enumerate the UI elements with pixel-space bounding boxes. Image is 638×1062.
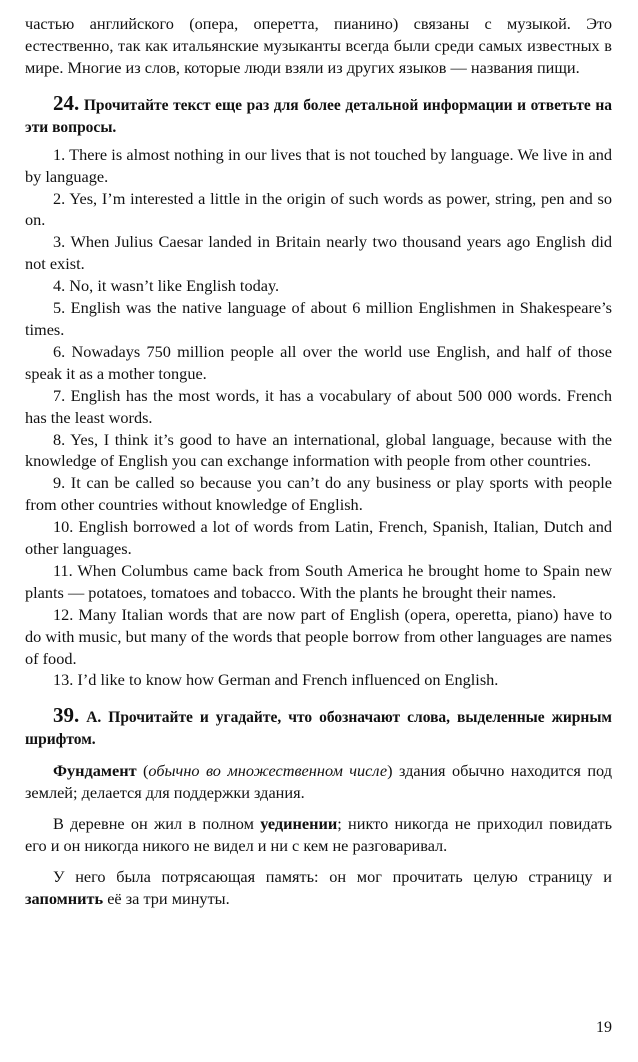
answer-item: 3. When Julius Caesar landed in Britain nearly two thousand years ago English did not exist. bbox=[25, 232, 612, 274]
task-39-number: 39. bbox=[53, 703, 80, 728]
answer-item: 1. There is almost nothing in our lives that is not touched by language. We live in and by language. bbox=[25, 144, 612, 186]
answer-item: 4. No, it wasn’t like English today. bbox=[53, 276, 280, 296]
answer-item: 12. Many Italian words that are now part of English (opera, operetta, piano) have to do with music, but many of the words that people borrow from other languages are names of food. bbox=[25, 604, 612, 668]
answer-item: 11. When Columbus came back from South America he brought home to Spain new plants — potatoes, tomatoes and tobacco. With the plants he brought their names. bbox=[25, 560, 612, 602]
italic-note: обычно во множественном числе bbox=[148, 761, 388, 781]
bold-term: Фундамент bbox=[53, 761, 137, 781]
definition-foundation: Фундамент (обычно во множественном числе) здания обычно находится под землей; делается для поддержки здания. bbox=[25, 761, 613, 803]
answer-item: 2. Yes, I’m interested a little in the origin of such words as power, string, pen and so on. bbox=[25, 188, 612, 230]
task-24-number: 24. bbox=[53, 90, 80, 115]
definition-memorize: У него была потрясающая память: он мог прочитать целую страницу и запомнить её за три минуты. bbox=[25, 867, 612, 908]
answer-item: 9. It can be called so because you can’t do any business or play sports with people from other countries without knowledge of English. bbox=[25, 473, 612, 515]
answer-item: 5. English was the native language of about 6 million Englishmen in Shakespeare’s times. bbox=[25, 298, 612, 339]
intro-paragraph: частью английского (опера, оперетта, пианино) связаны с музыкой. Это естественно, так как итальянские музыканты всегда были среди самых известных в мире. Многие из слов, которые люди взяли из других языков — названия пищи. bbox=[25, 14, 612, 77]
answer-item: 13. I’d like to know how German and French influenced on English. bbox=[53, 670, 499, 690]
task-39-heading bbox=[25, 704, 612, 751]
task-24-answers bbox=[25, 144, 612, 692]
answer-item: 6. Nowadays 750 million people all over the world use English, and half of those speak it as a mother tongue. bbox=[25, 341, 612, 383]
task-39-instruction: А. Прочитайте и угадайте, что обозначают слова, выделенные жирным шрифтом. bbox=[25, 709, 612, 749]
definition-solitude: В деревне он жил в полном уединении; никто никогда не приходил повидать его и он никогда никого не видел и ни с кем не разговаривал. bbox=[25, 814, 613, 856]
answer-item: 10. English borrowed a lot of words from Latin, French, Spanish, Italian, Dutch and other languages. bbox=[25, 517, 612, 559]
answer-item: 8. Yes, I think it’s good to have an international, global language, because with the knowledge of English you can exchange information with people from other countries. bbox=[25, 429, 612, 471]
task-24-heading bbox=[25, 92, 612, 139]
task-24-instruction: Прочитайте текст еще раз для более детальной информации и ответьте на эти вопросы. bbox=[25, 96, 612, 136]
page-number: 19 bbox=[596, 1019, 612, 1036]
bold-term: запомнить bbox=[25, 888, 104, 908]
bold-term: уединении bbox=[260, 814, 338, 834]
answer-item: 7. English has the most words, it has a vocabulary of about 500 000 words. French has the least words. bbox=[25, 385, 612, 427]
